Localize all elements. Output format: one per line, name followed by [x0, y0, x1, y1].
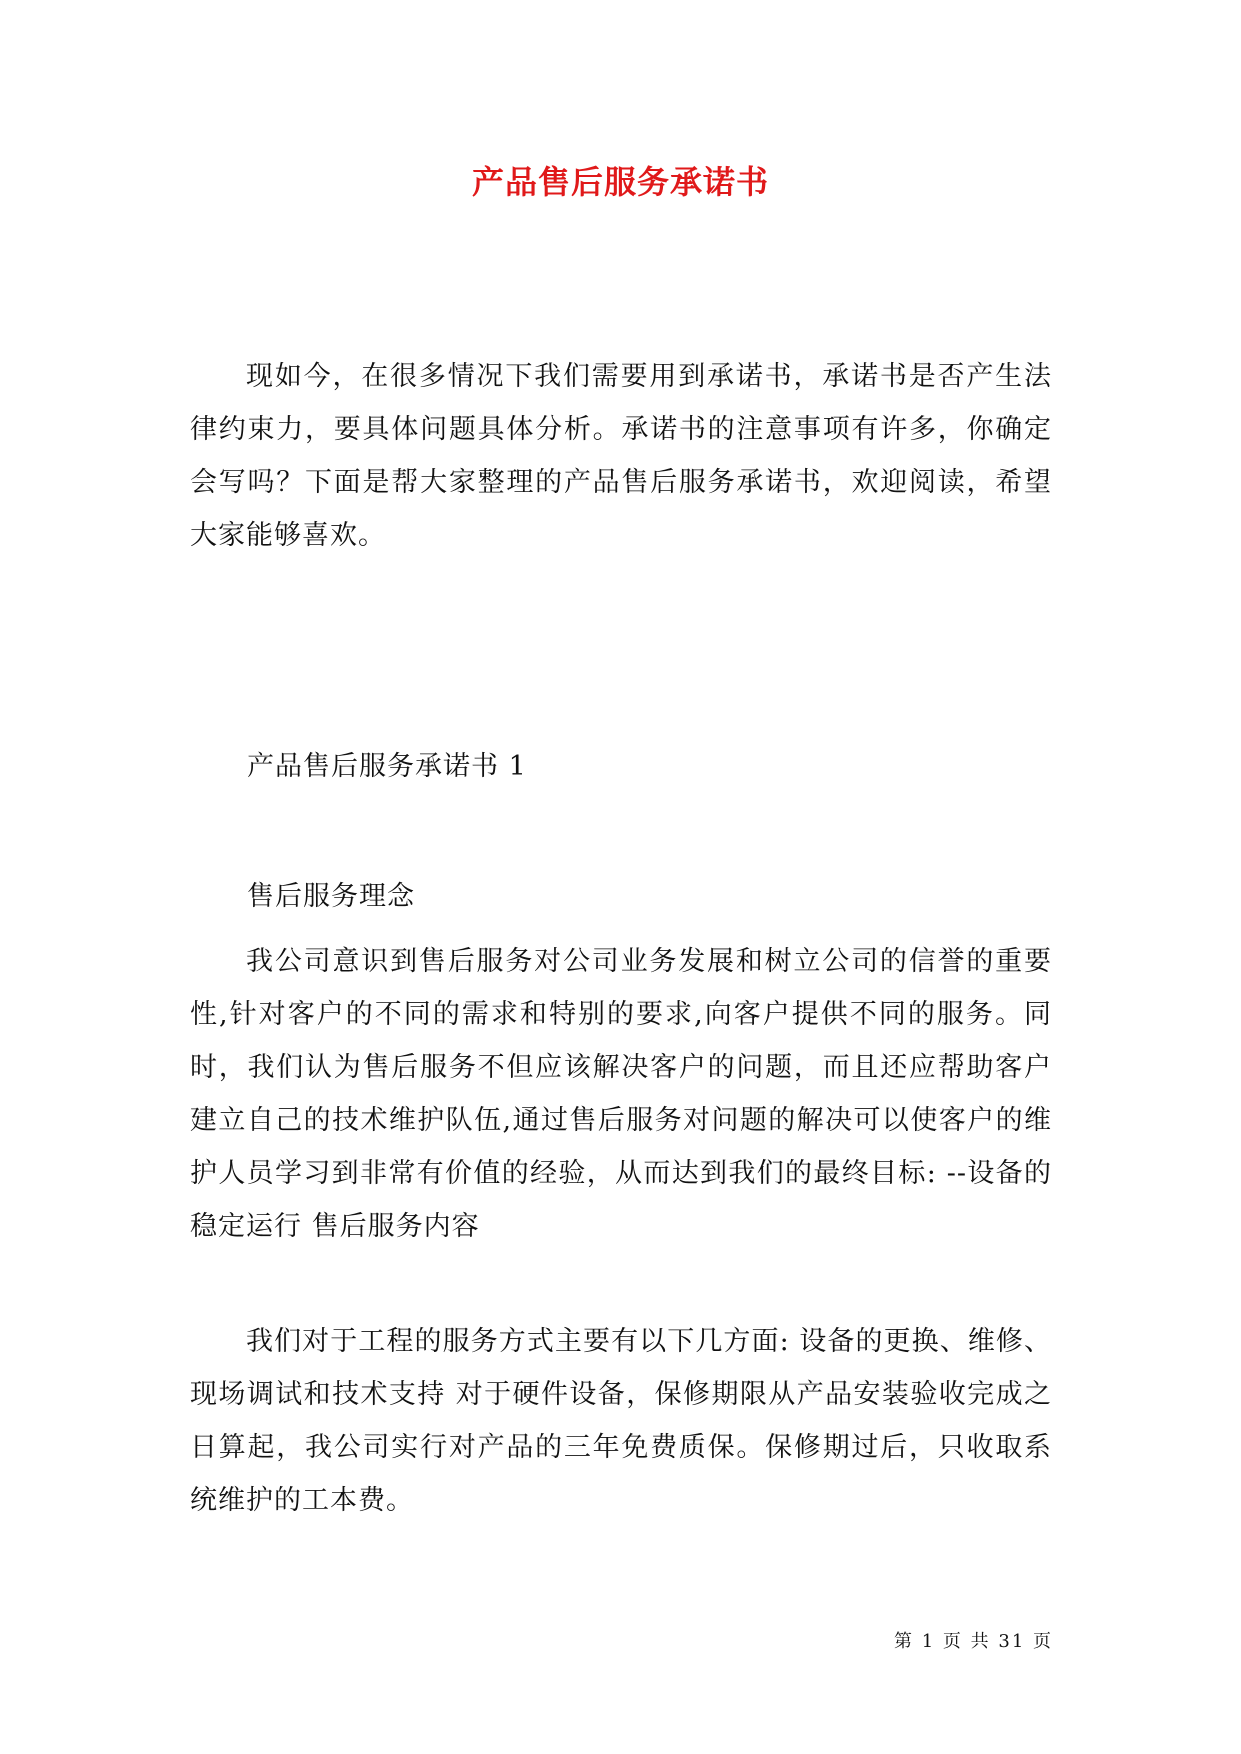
section-heading: 售后服务理念 [247, 881, 415, 912]
subtitle-heading: 产品售后服务承诺书 1 [247, 751, 527, 782]
concept-paragraph: 我公司意识到售后服务对公司业务发展和树立公司的信誉的重要性,针对客户的不同的需求和特别的要求,向客户提供不同的服务。同时，我们认为售后服务不但应该解决客户的问题，而且还应帮助客户建立自己的技术维护队伍,通过售后服务对问题的解决可以使客户的维护人员学习到非常有价值的经验，从而达到我们的最终目标: --设备的稳定运行 售后服务内容 [190, 946, 1052, 1242]
service-paragraph: 我们对于工程的服务方式主要有以下几方面: 设备的更换、维修、现场调试和技术支持 对于硬件设备，保修期限从产品安装验收完成之日算起，我公司实行对产品的三年免费质保。保修期过后，只收取系统维护的工本费。 [190, 1326, 1052, 1516]
intro-paragraph: 现如今，在很多情况下我们需要用到承诺书，承诺书是否产生法律约束力，要具体问题具体分析。承诺书的注意事项有许多，你确定会写吗？下面是帮大家整理的产品售后服务承诺书，欢迎阅读，希望大家能够喜欢。 [190, 361, 1052, 551]
page-number-footer: 第 1 页 共 31 页 [894, 1631, 1053, 1652]
document-title: 产品售后服务承诺书 [471, 163, 769, 201]
